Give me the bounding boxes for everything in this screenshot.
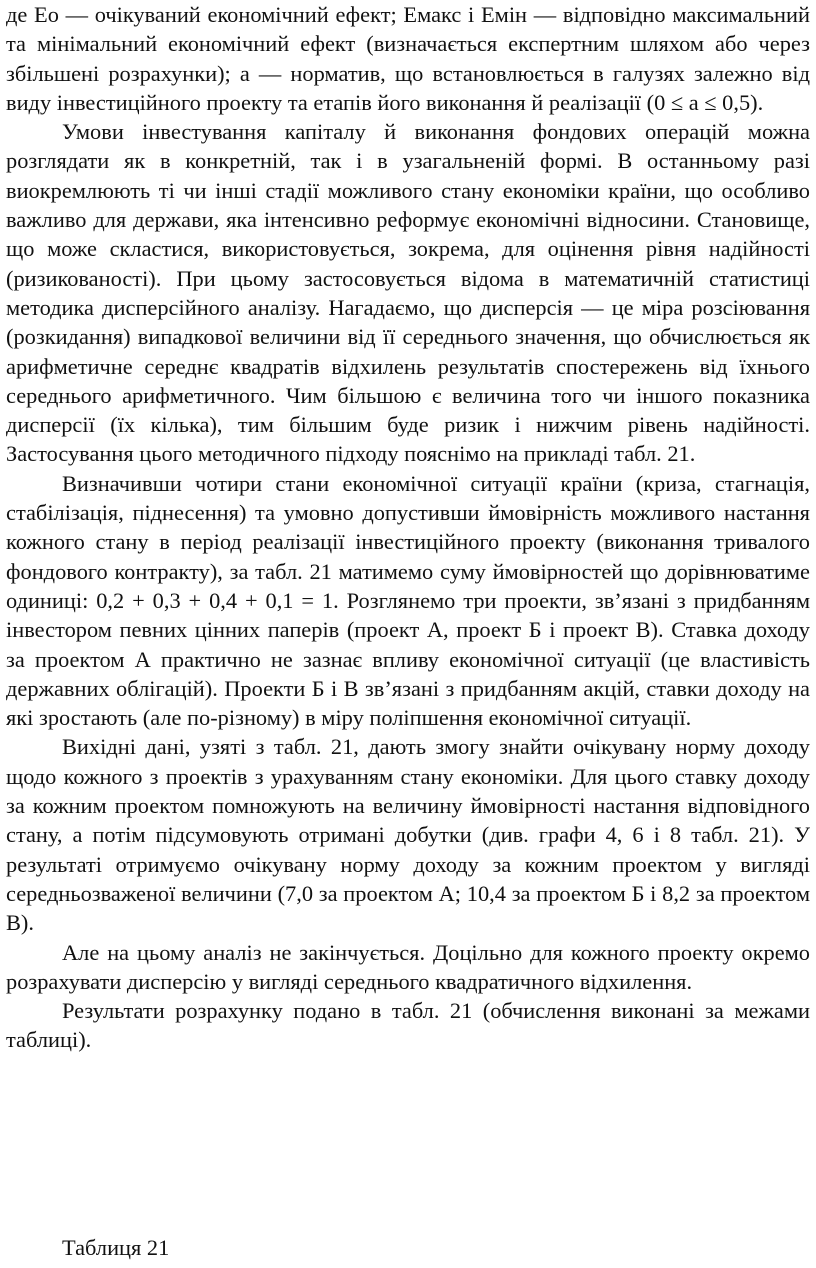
document-page [6,0,810,1055]
paragraph-analysis-continues: Але на цьому аналіз не закінчується. Доцільно для кожного проекту окремо розрахувати дисперсію у вигляді середнього квадратичного відхилення. [6,939,810,994]
paragraph-results: Результати розрахунку подано в табл. 21 (обчислення виконані за межами таблиці). [6,998,810,1053]
table-caption: Таблиця 21 [62,1235,170,1260]
paragraph-definitions: де Ео — очікуваний економічний ефект; Емакс і Емін — відповідно максимальний та мінімальний економічний ефект (визначається експертним шляхом або через збільшені розрахунки); а — норматив, що встановлюється в галузях залежно від виду інвестиційного проекту та етапів його виконання й реалізації (0 ≤ а ≤ 0,5). [6,2,810,115]
paragraph-economic-states: Визначивши чотири стани економічної ситуації країни (криза, стагнація, стабілізація, піднесення) та умовно допустивши ймовірність можливого настання кожного стану в період реалізації інвестиційного проекту (виконання тривалого фондового контракту), за табл. 21 матимемо суму ймовірностей що дорівнюватиме одиниці: 0,2 + 0,3 + 0,4 + 0,1 = 1. Розглянемо три проекти, зв’язані з придбанням інвестором певних цінних паперів (проект А, проект Б і проект В). Ставка доходу за проектом А практично не зазнає впливу економічної ситуації (це властивість державних облігацій). Проекти Б і В зв’язані з придбанням акцій, ставки доходу на які зростають (але по-різному) в міру поліпшення економічної ситуації. [6,470,810,731]
paragraph-expected-return: Вихідні дані, узяті з табл. 21, дають змогу знайти очікувану норму доходу щодо кожного з проектів з урахуванням стану економіки. Для цього ставку доходу за кожним проектом помножують на величину ймовірності настання відповідного стану, а потім підсумовують отримані добутки (див. графи 4, 6 і 8 табл. 21). У результаті отримуємо очікувану норму доходу за кожним проектом у вигляді середньозваженої величини (7,0 за проектом А; 10,4 за проектом Б і 8,2 за проектом В). [6,734,810,936]
paragraph-investment-conditions: Умови інвестування капіталу й виконання фондових операцій можна розглядати як в конкретній, так і в узагальненій формі. В останньому разі виокремлюють ті чи інші стадії можливого стану економіки країни, що особливо важливо для держави, яка інтенсивно реформує економічні відносини. Становище, що може скластися, використовується, зокрема, для оцінення рівня надійності (ризикованості). При цьому застосовується відома в математичній статистиці методика дисперсійного аналізу. Нагадаємо, що дисперсія — це міра розсіювання (розкидання) випадкової величини від її середнього значення, що обчислюється як арифметичне середнє квадратів відхилень результатів спостережень від їхнього середнього арифметичного. Чим більшою є величина того чи іншого показника дисперсії (їх кілька), тим більшим буде ризик і нижчим рівень надійності. Застосування цього методичного підходу пояснімо на прикладі табл. 21. [6,119,810,467]
